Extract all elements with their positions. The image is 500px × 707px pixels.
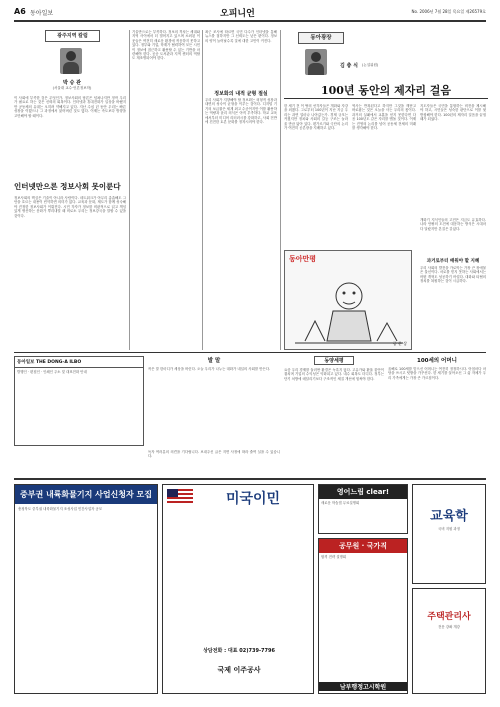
masthead-rule — [14, 20, 486, 22]
contact-body: 발행인 · 편집인 · 인쇄인 주소 및 대표전화 안내 — [17, 370, 87, 374]
column-body-1: 이 사회에 부족한 것은 무엇인가. 정보사회의 담론은 넘쳐나지만 정작 우리가 필요로 하는 것은 신뢰의 회복이다. 인터넷과 휴대전화가 일상을 바꿨지만 공동체의 유대는 오히려 약해지고 있다. 지난 수십 년 동안 우리는 빠른 성장을 이뤘으나 그 과정에서 잃어버린 것도 많다. 이제는 속도보다 방향을 고민해야 할 때이다. — [14, 96, 126, 118]
ad-education-sub: 국비 지원 과정 — [438, 527, 460, 531]
ad-civil-title: 공무원 · 국가직 — [319, 539, 407, 553]
feature-body-3: 지도자들은 국민을 통합하는 비전을 제시해야 하고, 시민들은 성숙한 판단으로 이를 뒷받침해야 한다. 100년의 제자리 걸음을 끝낼 때가 되었다. — [420, 104, 486, 122]
col-divider-3 — [280, 30, 281, 350]
feature-headline-rule — [284, 98, 488, 99]
lower-d-body: 독자 여러분의 의견을 기다립니다. 보내주신 글은 지면 사정에 따라 줄여 실을 수 있습니다. — [148, 450, 280, 459]
ad-school-name: 남부행정고시학원 — [319, 682, 407, 691]
lower-b-title: 100세의 어머니 — [417, 358, 457, 364]
lower-a-title: 동양세평 — [314, 356, 354, 365]
feature-body-1: 한 세기 전 이 땅의 선각자들은 개화와 자강을 외쳤다. 그로부터 100년이 지난 지금 우리는 과연 얼마나 나아갔는가. 경제 규모는 커졌지만 정치와 사회의 갈등 구조는 놀라울 만큼 닮아 있다. 편가르기와 극단의 논리가 여전히 공론장을 지배하고 있다. — [284, 104, 348, 131]
issue-date: No. 2006년 7월 28일 목요일 제26579호 — [411, 9, 486, 14]
column-3-body: 우리 사회가 지향해야 할 정보화는 외형적 성장과 내면의 성숙이 균형을 이루는 것이다. 디지털 기기의 보급률은 세계 최고 수준이지만 이를 활용하는 역량과 윤리 의식은 아직 부족하다. 학교 교육에서부터 미디어 리터러시를 강화하고, 사회 전반에 건전한 토론 문화를 정착시켜야 한다. — [205, 98, 277, 125]
column-author-title: (서울대 교수·언론정보학) — [52, 86, 92, 90]
feature-author-photo — [305, 49, 327, 75]
column-author: 박 승 관 — [63, 80, 81, 86]
cartoon-title: 동아만평 — [289, 255, 317, 263]
ad-immigration-body — [167, 511, 311, 641]
cartoon-illustration — [285, 251, 412, 350]
lower-a-body: 요즘 우리 경제를 둘러싼 환경은 녹록지 않다. 고유가와 환율 불안이 겹치며 기업의 수익성은 악화되고 있다. 내수 회복도 더디다. 정부는 단기 처방에 매달리기보다 구조적인 체질 개선에 힘써야 한다. — [284, 368, 384, 381]
paper-name: 동아일보 — [30, 10, 54, 17]
column-body-2: 정보사회의 핵심은 기술이 아니라 사람이다. 네트워크가 아무리 촘촘해도 그 안을 흐르는 내용이 빈약하면 의미가 없다. 교육과 문화, 제도가 함께 성숙해야 진정한 정보사회가 이뤄진다. 시민 각자가 정보를 비판적으로 읽고 책임 있게 생산하는 문화가 뿌리내릴 때 비로소 우리는 정보강국을 말할 수 있을 것이다. — [14, 196, 126, 218]
mid-rule — [14, 352, 486, 353]
ad-housing — [412, 588, 486, 694]
ad-education-title: 교육학 — [430, 509, 468, 524]
ad-english-sub: 새로운 학습법 무료설명회 — [321, 501, 360, 505]
feature-tag-box: 동아광장 — [298, 32, 344, 44]
cartoon-author: 공 문 상 — [392, 341, 407, 346]
us-flag-icon — [167, 489, 193, 505]
section-title: 오피니언 — [220, 9, 255, 19]
lower-c-body: 작은 말 한마디가 세상을 바꾼다. 오늘 우리가 나누는 대화가 내일의 사회를 만든다. — [148, 367, 271, 371]
ad-education — [412, 484, 486, 584]
lower-c-section — [148, 356, 280, 448]
masthead — [14, 6, 486, 20]
ad-civil-sub: 합격 전략 설명회 — [321, 555, 347, 559]
ad-cargo-sub: 충청북도 중부권 내륙화물기지 조성사업 민간사업자 공모 — [18, 507, 102, 511]
feature-side-body: 개화기 지식인들의 고민은 지금도 유효하다. 나라 안팎의 도전에 대응하는 방식은 시대마다 달랐지만 본질은 같았다. — [420, 218, 486, 231]
ad-housing-sub: 전문 강좌 개강 — [438, 625, 460, 629]
page-number: A6 — [14, 7, 26, 16]
col-divider-2 — [202, 30, 203, 350]
feature-author: 김 충 식 — [340, 63, 358, 69]
feature-author-title: (논설위원) — [362, 63, 379, 67]
cartoon-panel — [284, 250, 412, 350]
ad-civil-service — [318, 538, 408, 694]
feature-body-2: 역사는 반복된다고 하지만 그것을 깨닫고 바로잡는 것은 오늘을 사는 우리의 몫이다. 과거의 실패에서 교훈을 얻지 못한다면 다음 100년도 같은 자리를 맴돌 것이다. 이제는 진영의 논리를 넘어 공동체 전체의 미래를 생각해야 한다. — [352, 104, 416, 131]
ad-english-title: 영어느림 clear! — [319, 485, 407, 499]
author-photo — [60, 48, 82, 74]
contact-box — [14, 356, 144, 446]
column-tag-box: 광주지역 칼럼 — [45, 30, 100, 42]
ad-housing-title: 주택관리사 — [427, 612, 471, 622]
lower-c-title: 발 말 — [207, 358, 221, 364]
ad-immigration — [162, 484, 314, 694]
lower-a-section — [284, 356, 384, 448]
contact-title: 동아일보 THE DONG-A ILBO — [15, 357, 143, 368]
ad-english — [318, 484, 408, 534]
col-divider-1 — [129, 30, 130, 350]
column-headline: 인터넷만으론 정보사회 못이룬다 — [14, 182, 121, 191]
column-3-body-top: 최근 조사에 따르면 국민 다수가 인터넷을 통해 뉴스를 접하지만 그 신뢰도는 낮은 편이다. 정보의 양이 늘어날수록 질에 대한 고민이 커진다. — [205, 30, 277, 43]
ad-immigration-phone: 상담전화 : 대표 02)739-7796 — [203, 648, 275, 654]
feature-side-body-2: 우리 사회의 발전을 가로막는 가장 큰 장애물은 불신이다. 서로를 믿지 못하는 사회에서는 어떤 개혁도 성공하기 어렵다. 대화와 타협의 정치를 복원하는 것이 시급하다. — [420, 266, 486, 284]
column-2-body: 기술만으로는 부족하다. 정보의 격차는 세대와 지역 사이에서 더 벌어지고 있으며 소외된 이웃들은 여전히 새로운 환경에 적응하지 못하고 있다. 정부와 기업, 학계가 협력하여 모든 시민이 정보에 접근하고 활용할 수 있는 기반을 마련해야 한다. 공공 도서관과 지역 센터의 역할도 재조명되어야 한다. — [132, 30, 200, 61]
lower-b-body: 올해로 100세를 맞으신 어머니는 여전히 정정하시다. 아침마다 마당을 쓰시고 텃밭을 가꾸신다. 한 세기를 살아오신 그 삶 자체가 우리 가족에게는 가장 큰 가르침이다. — [388, 367, 486, 380]
ad-cargo-title: 중부권 내륙화물기지 사업신청자 모집 — [15, 485, 157, 504]
ad-cargo-recruit — [14, 484, 158, 694]
ad-immigration-brand: 국제 이주공사 — [217, 666, 261, 674]
lower-b-section — [388, 356, 486, 448]
ads-rule — [14, 478, 486, 480]
feature-headline: 100년 동안의 제자리 걸음 — [320, 84, 452, 97]
column-3-headline: 정보화의 내적 균형 절실 — [214, 91, 268, 97]
ad-immigration-title: 미국이민 — [225, 491, 281, 507]
feature-side-heading: 과거로부터 배워야 할 지혜 — [426, 259, 480, 264]
